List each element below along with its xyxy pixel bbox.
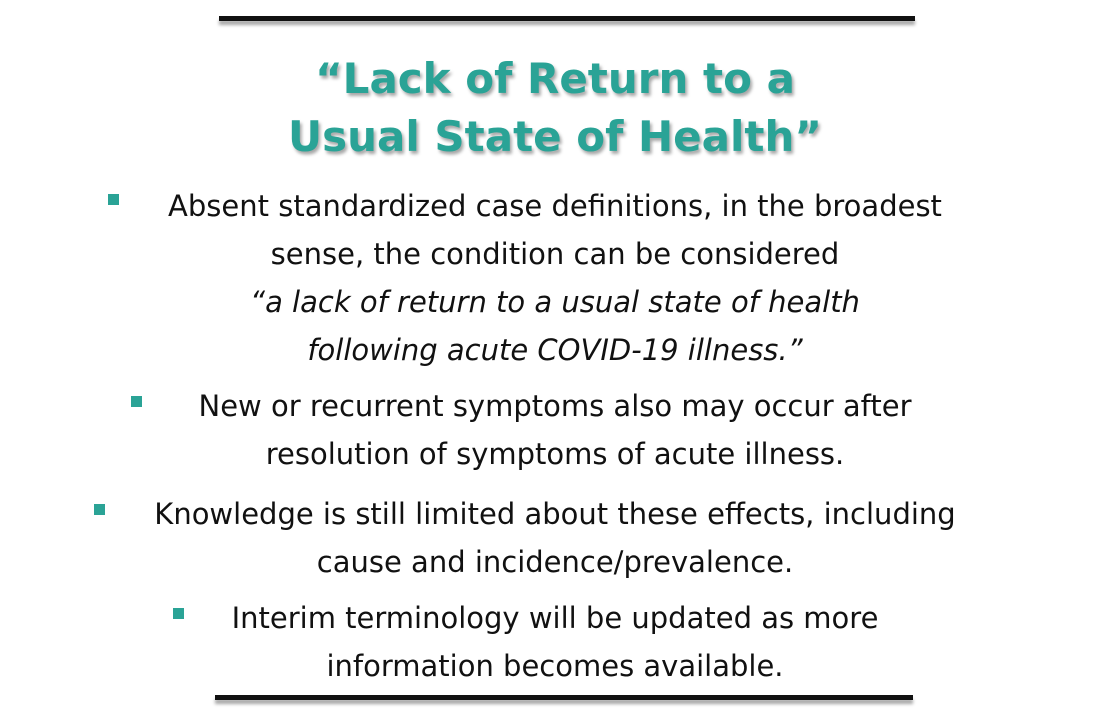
top-divider — [219, 16, 915, 21]
slide-title — [0, 50, 1110, 166]
bullet-text-line: Absent standardized case definitions, in the broadest — [168, 189, 942, 223]
bullet-text-line: sense, the condition can be considered — [270, 237, 840, 271]
bullet-text-line: New or recurrent symptoms also may occur after — [198, 389, 912, 423]
title-line-2: Usual State of Health” — [288, 112, 822, 161]
bullet-text-line: Knowledge is still limited about these effects, including — [154, 497, 956, 531]
bullet-quote-line: following acute COVID-19 illness.” — [307, 333, 803, 367]
bullet-list — [0, 182, 1110, 690]
bullet-quote-line: “a lack of return to a usual state of health — [250, 285, 860, 319]
bullet-item — [0, 382, 1110, 486]
bullet-text-line: information becomes available. — [326, 649, 784, 683]
bullet-item — [0, 182, 1110, 370]
bottom-divider — [215, 695, 913, 700]
bullet-item — [0, 594, 1110, 690]
square-bullet-icon — [131, 396, 142, 407]
square-bullet-icon — [173, 608, 184, 619]
square-bullet-icon — [108, 194, 119, 205]
square-bullet-icon — [94, 504, 105, 515]
bullet-text-line: cause and incidence/prevalence. — [316, 545, 794, 579]
bullet-text-line: Interim terminology will be updated as more — [231, 601, 879, 635]
bullet-item — [0, 490, 1110, 594]
title-line-1: “Lack of Return to a — [315, 54, 795, 103]
bullet-text-line: resolution of symptoms of acute illness. — [265, 437, 845, 471]
